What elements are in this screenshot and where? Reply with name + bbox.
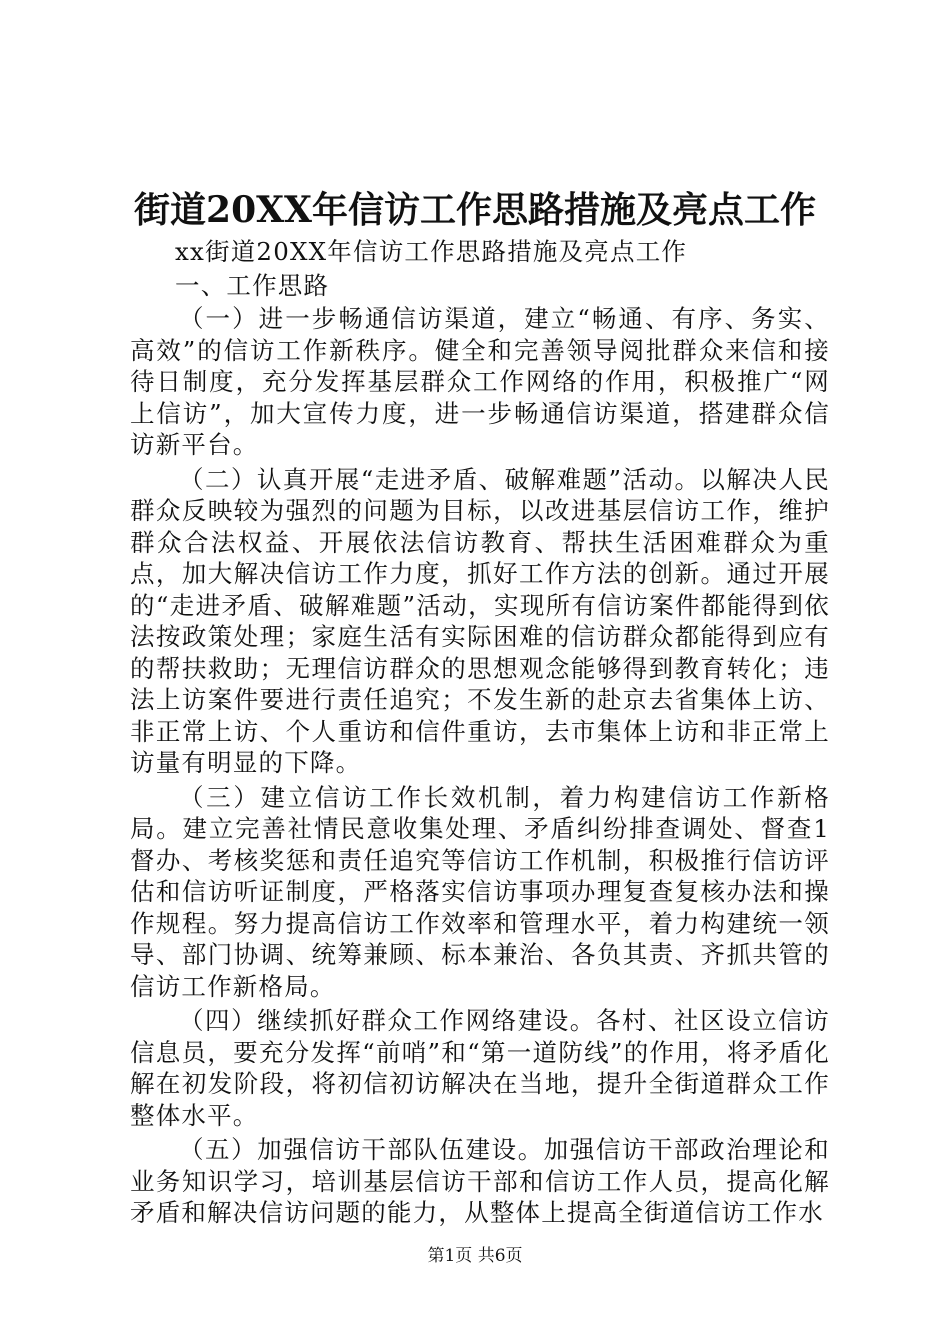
section-heading: 一、工作思路 [175, 270, 330, 300]
document-subtitle: xx街道20XX年信访工作思路措施及亮点工作 [175, 237, 688, 266]
paragraph: （三）建立信访工作长效机制，着力构建信访工作新格局。建立完善社情民意收集处理、矛盾纠纷排查调处、督查1督办、考核奖惩和责任追究等信访工作机制，积极推行信访评估和信访听证制度，严格落实信访事项办理复查复核办法和操作规程。努力提高信访工作效率和管理水平，着力构建统一领导、部门协调、统筹兼顾、标本兼治、各负其责、齐抓共管的信访工作新格局。 [130, 782, 830, 1001]
paragraph: （五）加强信访干部队伍建设。加强信访干部政治理论和业务知识学习，培训基层信访干部和信访工作人员，提高化解矛盾和解决信访问题的能力，从整体上提高全街道信访工作水 [130, 1135, 830, 1227]
document-title: 街道20XX年信访工作思路措施及亮点工作 [134, 189, 816, 231]
paragraph: （四）继续抓好群众工作网络建设。各村、社区设立信访信息员，要充分发挥“前哨”和“第一道防线”的作用，将矛盾化解在初发阶段，将初信初访解决在当地，提升全街道群众工作整体水平。 [130, 1006, 830, 1130]
paragraph: （二）认真开展“走进矛盾、破解难题”活动。以解决人民群众反映较为强烈的问题为目标，以改进基层信访工作，维护群众合法权益、开展依法信访教育、帮扶生活困难群众为重点，加大解决信访工作力度，抓好工作方法的创新。通过开展的“走进矛盾、破解难题”活动，实现所有信访案件都能得到依法按政策处理；家庭生活有实际困难的信访群众都能得到应有的帮扶救助；无理信访群众的思想观念能够得到教育转化；违法上访案件要进行责任追究；不发生新的赴京去省集体上访、非正常上访、个人重访和信件重访，去市集体上访和非正常上访量有明显的下降。 [130, 464, 830, 777]
page-footer: 第1页 共6页 [427, 1246, 523, 1266]
document-body [130, 236, 830, 1232]
paragraph: （一）进一步畅通信访渠道，建立“畅通、有序、务实、高效”的信访工作新秩序。健全和完善领导阅批群众来信和接待日制度，充分发挥基层群众工作网络的作用，积极推广“网上信访”，加大宣传力度，进一步畅通信访渠道，搭建群众信访新平台。 [130, 304, 830, 459]
